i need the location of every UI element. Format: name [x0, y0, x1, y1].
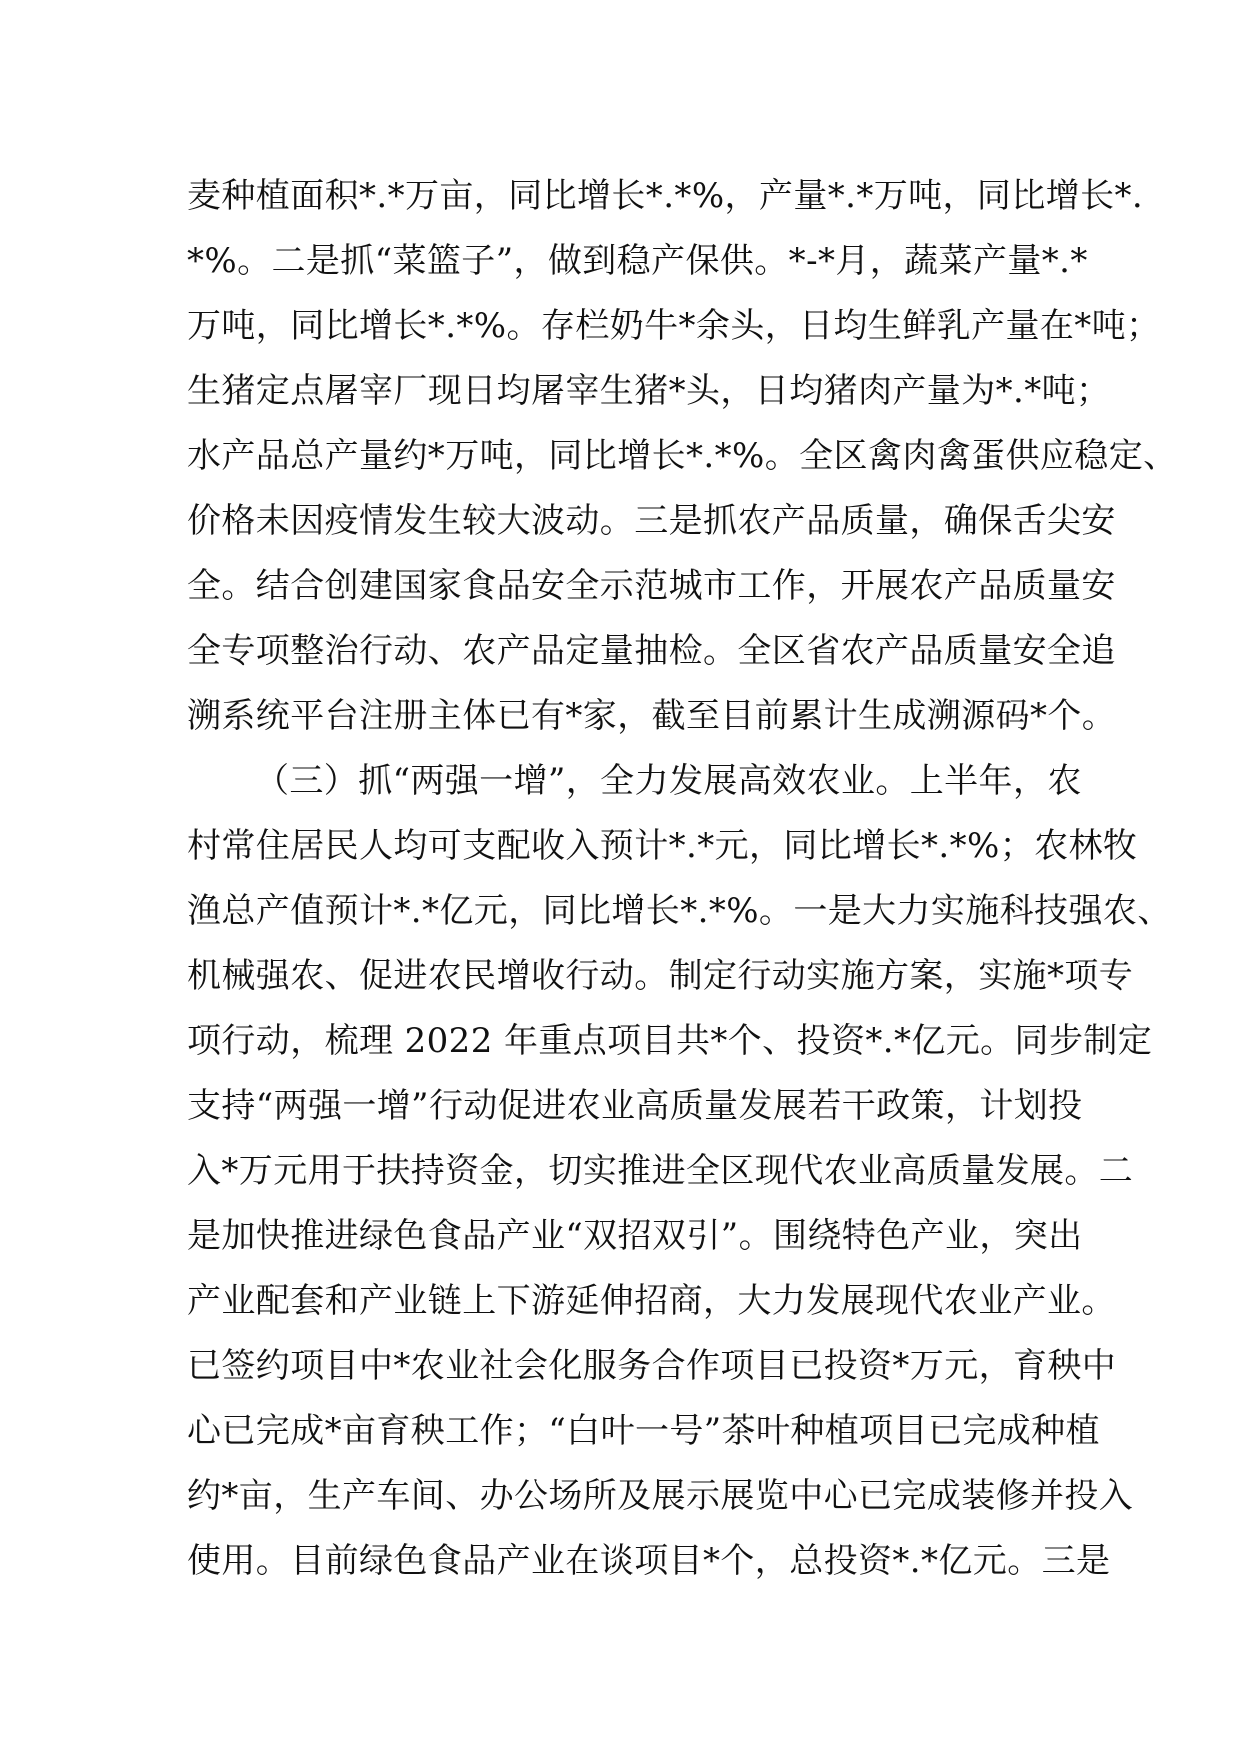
text-line: 使用。目前绿色食品产业在谈项目*个，总投资*.*亿元。三是: [187, 1541, 1111, 1581]
text-line: 万吨，同比增长*.*%。存栏奶牛*余头，日均生鲜乳产量在*吨；: [187, 306, 1161, 346]
text-line: 支持“两强一增”行动促进农业高质量发展若干政策，计划投: [187, 1086, 1083, 1126]
text-line: 产业配套和产业链上下游延伸招商，大力发展现代农业产业。: [187, 1281, 1116, 1321]
text-line: 溯系统平台注册主体已有*家，截至目前累计生成溯源码*个。: [187, 696, 1117, 736]
text-line: *%。二是抓“菜篮子”，做到稳产保供。*-*月，蔬菜产量*.*: [187, 241, 1088, 281]
text-line: 是加快推进绿色食品产业“双招双引”。围绕特色产业，突出: [187, 1216, 1083, 1256]
text-line: 水产品总产量约*万吨，同比增长*.*%。全区禽肉禽蛋供应稳定、: [187, 436, 1178, 476]
text-line: 全。结合创建国家食品安全示范城市工作，开展农产品质量安: [187, 566, 1116, 606]
text-line: 项行动，梳理 2022 年重点项目共*个、投资*.*亿元。同步制定: [187, 1021, 1153, 1061]
text-line: 机械强农、促进农民增收行动。制定行动实施方案，实施*项专: [187, 956, 1134, 996]
text-line: 渔总产值预计*.*亿元，同比增长*.*%。一是大力实施科技强农、: [187, 891, 1172, 931]
text-line: 心已完成*亩育秧工作；“白叶一号”茶叶种植项目已完成种植: [187, 1411, 1100, 1451]
section-heading-line: （三）抓“两强一增”，全力发展高效农业。上半年，农: [255, 761, 1082, 801]
text-line: 生猪定点屠宰厂现日均屠宰生猪*头，日均猪肉产量为*.*吨；: [187, 371, 1111, 411]
body-text: [187, 164, 1178, 1594]
text-line: 已签约项目中*农业社会化服务合作项目已投资*万元，育秧中: [187, 1346, 1117, 1386]
text-line: 麦种植面积*.*万亩，同比增长*.*%，产量*.*万吨，同比增长*.: [187, 176, 1144, 216]
text-line: 入*万元用于扶持资金，切实推进全区现代农业高质量发展。二: [187, 1151, 1134, 1191]
text-line: 全专项整治行动、农产品定量抽检。全区省农产品质量安全追: [187, 631, 1116, 671]
text-line: 村常住居民人均可支配收入预计*.*元，同比增长*.*%；农林牧: [187, 826, 1138, 866]
text-line: 约*亩，生产车间、办公场所及展示展览中心已完成装修并投入: [187, 1476, 1134, 1516]
text-line: 价格未因疫情发生较大波动。三是抓农产品质量，确保舌尖安: [187, 501, 1116, 541]
